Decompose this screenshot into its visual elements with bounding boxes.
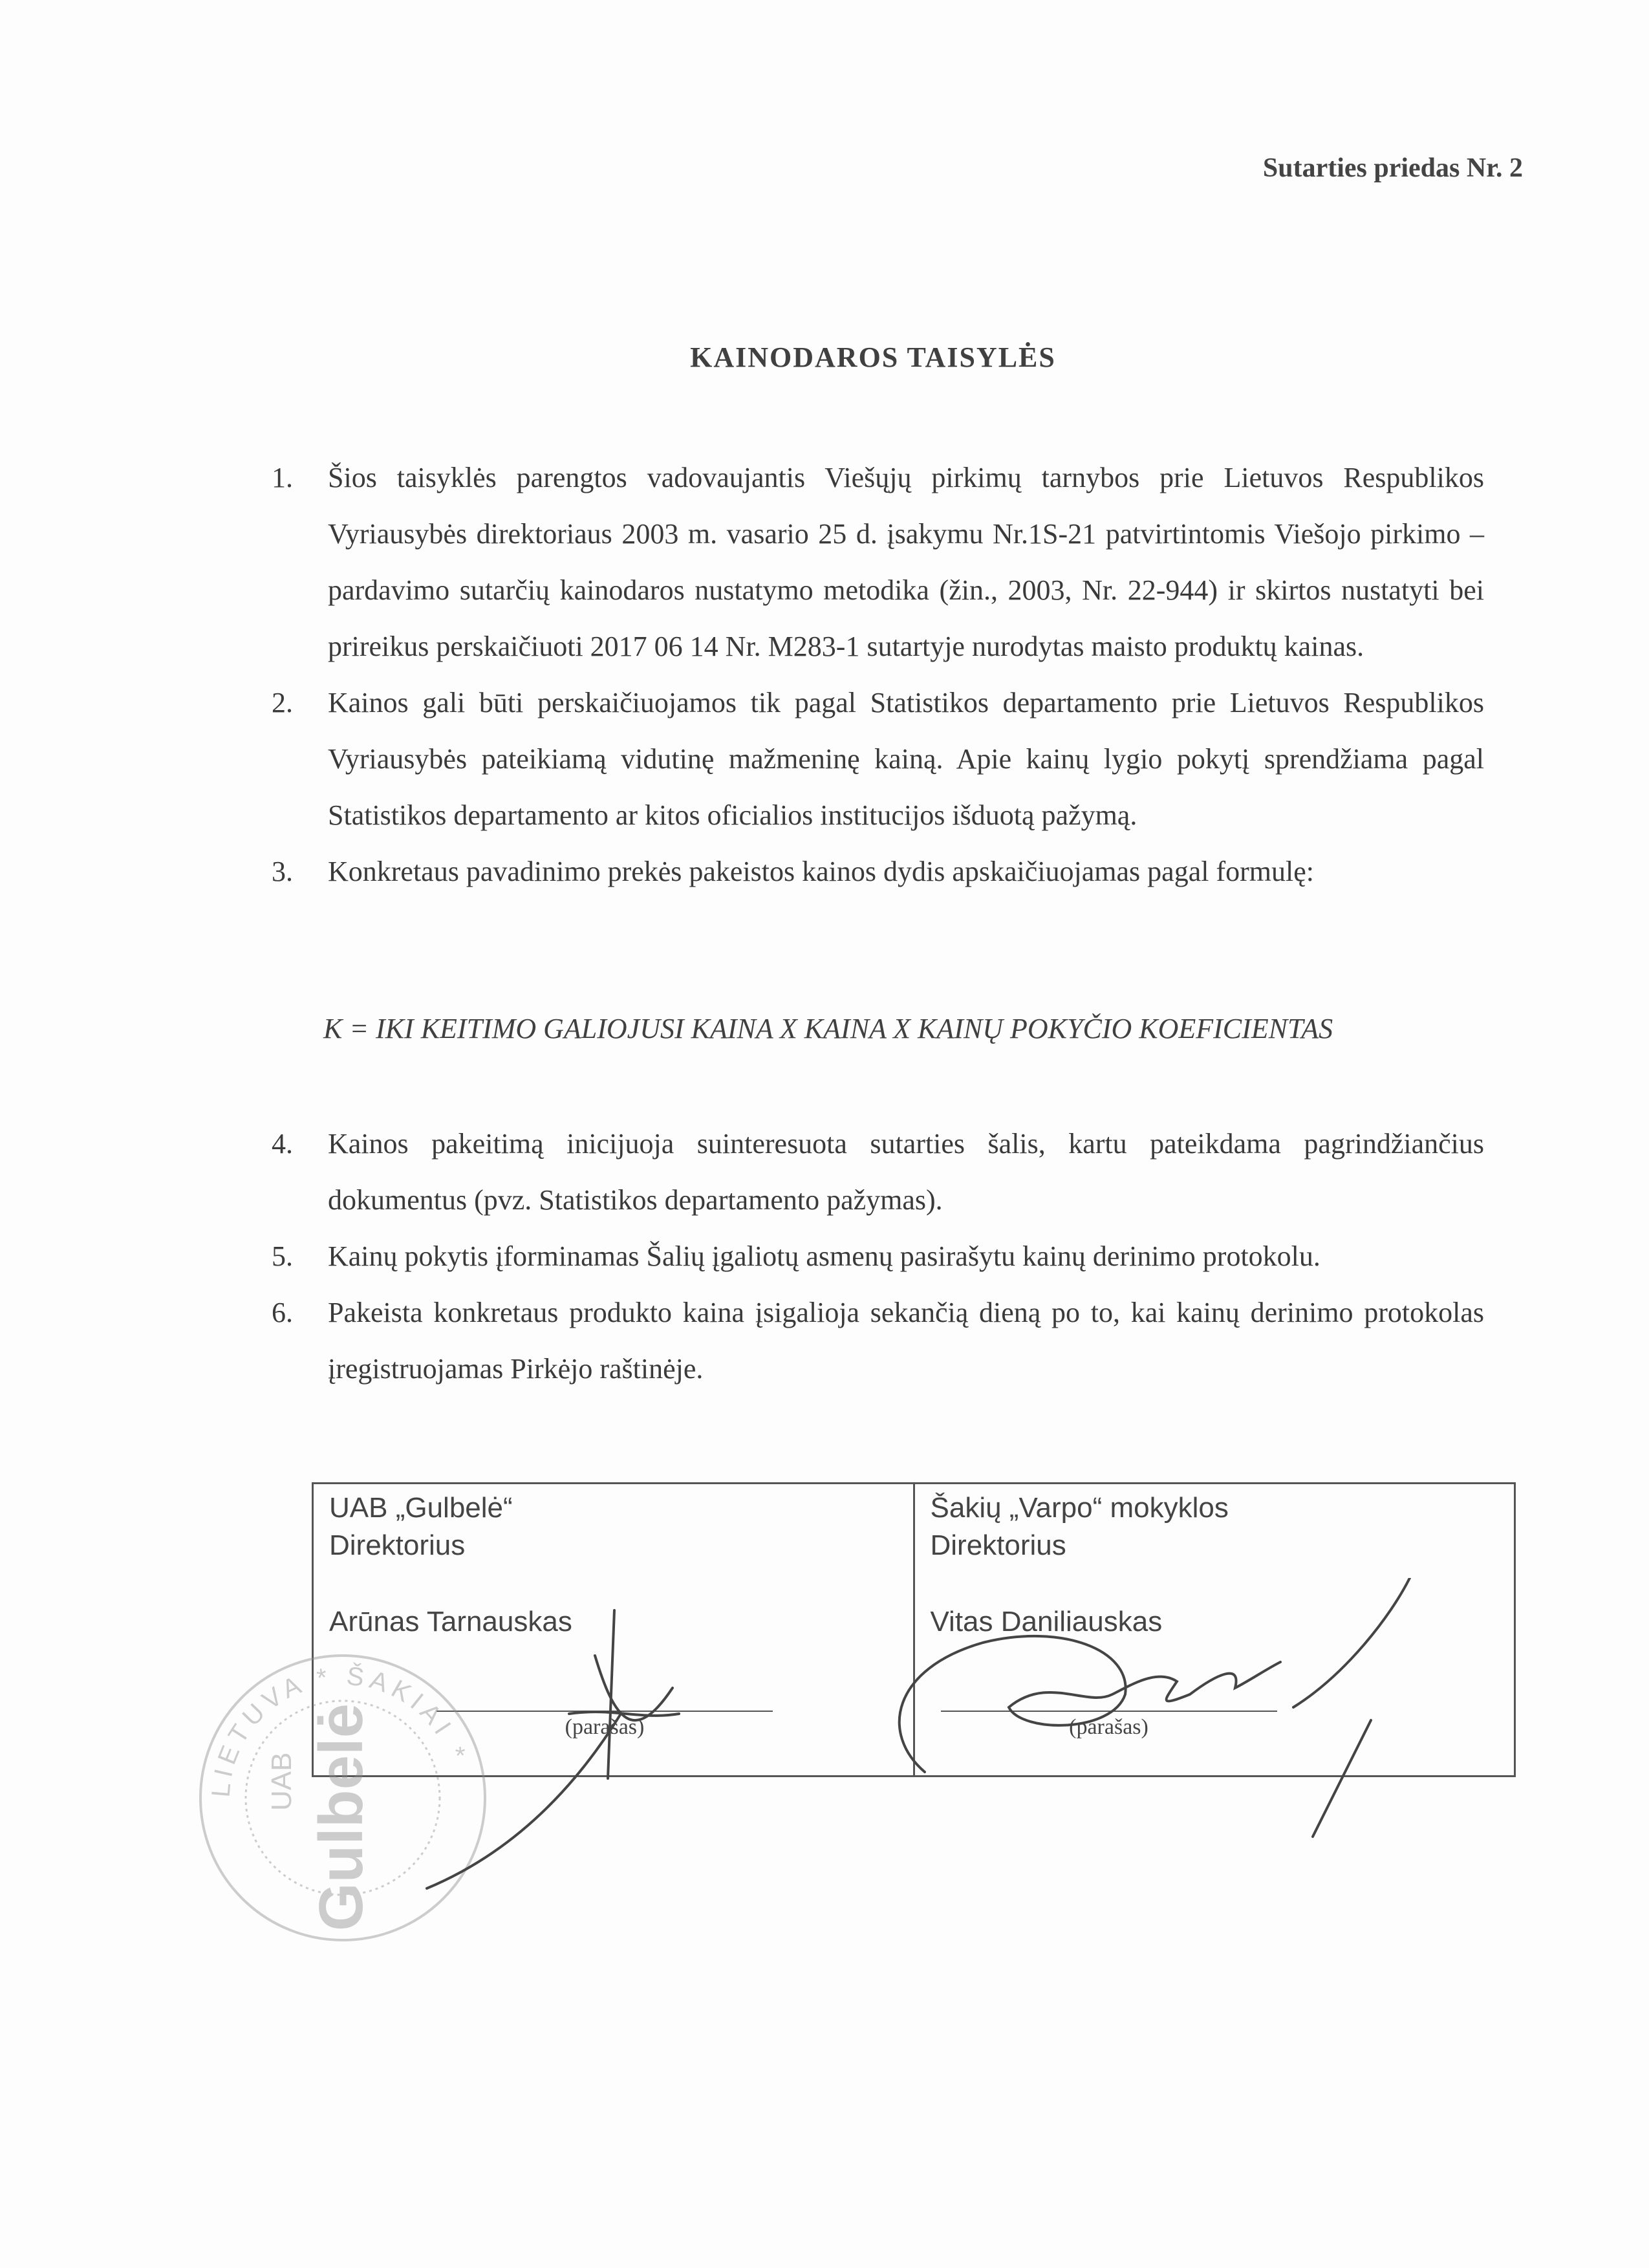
- clause-number: 2.: [272, 687, 293, 718]
- clause-text: Pakeista konkretaus produkto kaina įsigalioja sekančią dieną po to, kai kainų derinimo protokolas įregistruojamas Pirkėjo raštinėje.: [328, 1297, 1484, 1385]
- clause-3: [272, 843, 1484, 900]
- price-formula: K = IKI KEITIMO GALIOJUSI KAINA X KAINA X KAINŲ POKYČIO KOEFICIENTAS: [323, 1013, 1333, 1044]
- clause-1: [272, 449, 1484, 675]
- stamp-prefix-text: UAB: [266, 1752, 297, 1811]
- clause-number: 5.: [272, 1240, 293, 1272]
- signature-cell-buyer: [914, 1484, 1515, 1777]
- buyer-role: Direktorius: [930, 1529, 1066, 1561]
- buyer-name: Vitas Daniliauskas: [930, 1606, 1163, 1637]
- buyer-signature-line: [941, 1711, 1277, 1712]
- clause-text: Kainos gali būti perskaičiuojamos tik pagal Statistikos departamento prie Lietuvos Respublikos Vyriausybės pateikiamą vidutinę mažmeninę kainą. Apie kainų lygio pokytį sprendžiama pagal Statistikos departamento ar kitos oficialios institucijos išduotą pažymą.: [328, 687, 1484, 831]
- clause-5: [272, 1228, 1484, 1284]
- buyer-company: Šakių „Varpo“ mokyklos: [930, 1492, 1229, 1524]
- clause-list-lower: [272, 1116, 1484, 1397]
- clause-text: Šios taisyklės parengtos vadovaujantis Viešųjų pirkimų tarnybos prie Lietuvos Respublikos Vyriausybės direktoriaus 2003 m. vasario 25 d. įsakymu Nr.1S-21 patvirtintomis Viešojo pirkimo – pardavimo sutarčių kainodaros nustatymo metodika (žin., 2003, Nr. 22-944) ir skirtos nustatyti bei prireikus perskaičiuoti 2017 06 14 Nr. M283-1 sutartyje nurodytas maisto produktų kainas.: [328, 462, 1484, 662]
- supplier-signature-caption: (parašas): [565, 1715, 645, 1739]
- buyer-signature-caption: (parašas): [1069, 1715, 1148, 1739]
- supplier-role: Direktorius: [329, 1529, 466, 1561]
- clause-number: 1.: [272, 462, 293, 493]
- document-title: KAINODAROS TAISYLĖS: [690, 341, 1056, 373]
- clause-text: Kainų pokytis įforminamas Šalių įgaliotų asmenų pasirašytu kainų derinimo protokolu.: [328, 1240, 1320, 1272]
- supplier-name: Arūnas Tarnauskas: [329, 1606, 572, 1637]
- clause-number: 4.: [272, 1128, 293, 1160]
- clause-number: 6.: [272, 1297, 293, 1328]
- clause-2: [272, 675, 1484, 843]
- company-stamp: [194, 1649, 491, 1947]
- clause-text: Konkretaus pavadinimo prekės pakeistos kainos dydis apskaičiuojamas pagal formulę:: [328, 856, 1314, 887]
- clause-4: [272, 1116, 1484, 1228]
- stamp-ring-text: LIETUVA * ŠAKIAI *: [206, 1661, 473, 1798]
- clause-6: [272, 1284, 1484, 1397]
- clause-number: 3.: [272, 856, 293, 887]
- clause-text: Kainos pakeitimą inicijuoja suinteresuota sutarties šalis, kartu pateikdama pagrindžiančius dokumentus (pvz. Statistikos departamento pažymas).: [328, 1128, 1484, 1216]
- annex-label: Sutarties priedas Nr. 2: [1262, 153, 1523, 183]
- clause-list-upper: [272, 449, 1484, 900]
- signature-table: [312, 1482, 1516, 1777]
- supplier-company: UAB „Gulbelė“: [329, 1492, 513, 1524]
- stamp-center-text: Gulbelė: [307, 1703, 376, 1932]
